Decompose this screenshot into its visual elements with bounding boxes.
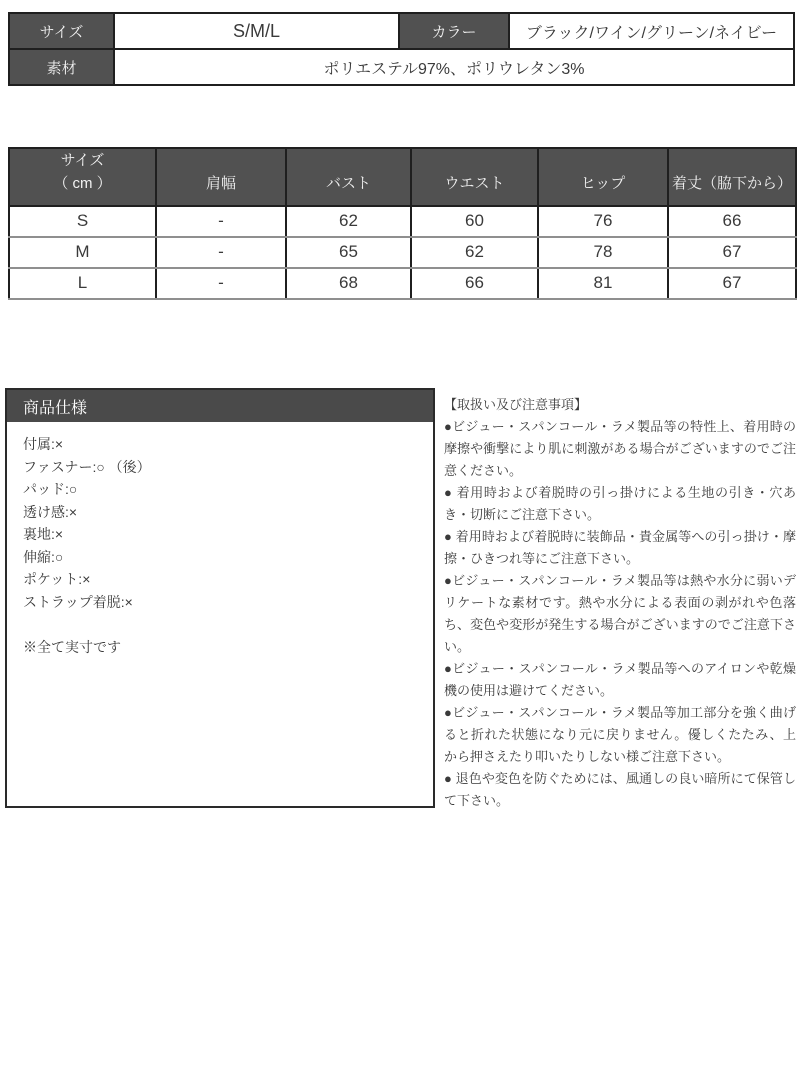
spec-item-sheerness: 透け感:×	[23, 503, 78, 520]
size-chart-header-hip: ヒップ	[538, 148, 668, 206]
care-note-item: ●ビジュー・スパンコール・ラメ製品等加工部分を強く曲げると折れた状態になり元に戻りません。優しくたたみ、上から押さえたり叩いたりしない様ご注意下さい。	[444, 705, 796, 764]
care-notes	[444, 394, 796, 812]
size-chart-header-size-cm	[9, 148, 156, 206]
attributes-row-size-color	[9, 13, 794, 49]
size-cell: S	[9, 206, 156, 237]
color-value-cell: ブラック/ワイン/グリーン/ネイビー	[509, 13, 794, 49]
size-chart-header-row	[9, 148, 796, 206]
spec-item-accessory: 付属:×	[23, 436, 64, 452]
product-spec-list	[7, 422, 433, 658]
care-note-item: ●ビジュー・スパンコール・ラメ製品等へのアイロンや乾燥機の使用は避けてください。	[444, 661, 796, 698]
size-chart-row	[9, 237, 796, 268]
spec-item-stretch: 伸縮:○	[23, 548, 64, 565]
size-chart-header-waist: ウエスト	[411, 148, 538, 206]
size-chart-row	[9, 206, 796, 237]
size-chart-header-length: 着丈（脇下から）	[668, 148, 796, 206]
care-note-item: ● 退色や変色を防ぐためには、風通しの良い暗所にて保管して下さい。	[444, 771, 796, 808]
spec-item-pocket: ポケット:×	[23, 571, 91, 587]
bust-cell: 65	[286, 237, 411, 268]
product-attributes-table	[8, 12, 795, 86]
waist-cell: 60	[411, 206, 538, 237]
care-note-item: ●ビジュー・スパンコール・ラメ製品等は熱や水分に弱いデリケートな素材です。熱や水分による表面の剥がれや色落ち、変色や変形が発生する場合がございますのでご注意下さい。	[444, 573, 796, 654]
spec-item-strap: ストラップ着脱:×	[23, 593, 133, 610]
hip-cell: 76	[538, 206, 668, 237]
size-value-cell: S/M/L	[114, 13, 399, 49]
product-spec-box	[5, 388, 435, 808]
material-label-cell: 素材	[9, 49, 114, 85]
bust-cell: 62	[286, 206, 411, 237]
size-label-cell: サイズ	[9, 13, 114, 49]
size-cell: M	[9, 237, 156, 268]
spec-item-pad: パッド:○	[23, 481, 78, 497]
size-chart-header-shoulder: 肩幅	[156, 148, 286, 206]
waist-cell: 66	[411, 268, 538, 299]
color-label-cell: カラー	[399, 13, 509, 49]
size-chart-table	[8, 147, 797, 300]
length-cell: 67	[668, 268, 796, 299]
care-notes-heading: 【取扱い及び注意事項】	[444, 397, 588, 412]
care-note-item: ● 着用時および着脱時の引っ掛けによる生地の引き・穴あき・切断にご注意下さい。	[444, 485, 796, 522]
size-chart-header-size-line1: サイズ	[60, 152, 105, 169]
hip-cell: 81	[538, 268, 668, 299]
attributes-row-material	[9, 49, 794, 85]
shoulder-cell: -	[156, 206, 286, 237]
spec-item-fastener: ファスナー:○ （後）	[23, 458, 151, 475]
care-note-item: ●ビジュー・スパンコール・ラメ製品等の特性上、着用時の摩擦や衝撃により肌に刺激がある場合がございますのでご注意ください。	[444, 419, 796, 478]
size-chart-row	[9, 268, 796, 299]
material-value-cell: ポリエステル97%、ポリウレタン3%	[114, 49, 794, 85]
shoulder-cell: -	[156, 237, 286, 268]
hip-cell: 78	[538, 237, 668, 268]
size-chart-header-size-line2: （ cm ）	[53, 175, 112, 193]
spec-measurement-note: ※全て実寸です	[23, 638, 121, 655]
size-chart-header-bust: バスト	[286, 148, 411, 206]
size-cell: L	[9, 268, 156, 299]
product-spec-title: 商品仕様	[7, 390, 433, 422]
bust-cell: 68	[286, 268, 411, 299]
length-cell: 67	[668, 237, 796, 268]
shoulder-cell: -	[156, 268, 286, 299]
length-cell: 66	[668, 206, 796, 237]
care-note-item: ● 着用時および着脱時に装飾品・貴金属等への引っ掛け・摩擦・ひきつれ等にご注意下さい。	[444, 529, 796, 566]
spec-item-lining: 裏地:×	[23, 526, 64, 542]
waist-cell: 62	[411, 237, 538, 268]
